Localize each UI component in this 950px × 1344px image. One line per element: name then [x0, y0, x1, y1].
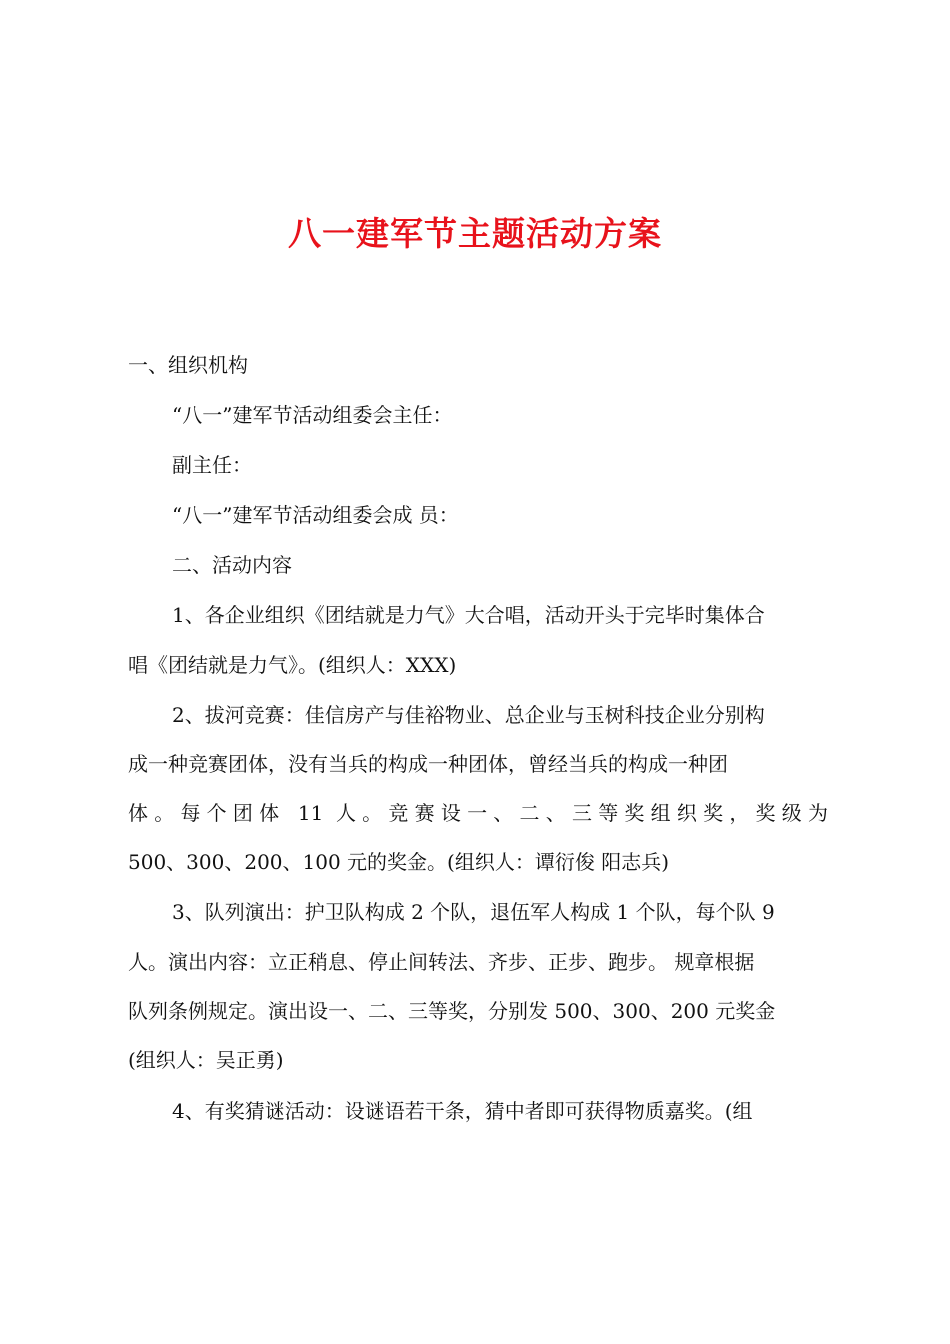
paragraph-committee-director: “八一”建军节活动组委会主任：: [172, 403, 453, 427]
paragraph-item-4-line-1: 4、有奖猜谜活动：设谜语若干条，猜中者即可获得物质嘉奖。(组: [172, 1099, 753, 1123]
paragraph-item-1-line-2: 唱《团结就是力气》。(组织人：XXX): [128, 653, 457, 677]
paragraph-item-3-line-1: 3、队列演出：护卫队构成 2 个队，退伍军人构成 1 个队，每个队 9: [172, 900, 775, 924]
paragraph-item-2-line-4: 500、300、200、100 元的奖金。(组织人：谭衍俊 阳志兵): [128, 850, 670, 874]
paragraph-item-1-line-1: 1、各企业组织《团结就是力气》大合唱，活动开头于完毕时集体合: [172, 603, 765, 627]
section-heading-activities: 二、活动内容: [172, 553, 292, 577]
paragraph-item-3-line-2: 人。演出内容：立正稍息、停止间转法、齐步、正步、跑步。 规章根据: [128, 950, 755, 974]
paragraph-deputy-director: 副主任：: [172, 453, 252, 477]
paragraph-item-2-line-3: 体。每个团体 11 人。竞赛设一、二、三等奖组织奖，奖级为: [128, 801, 828, 825]
paragraph-item-2-line-1: 2、拔河竞赛：佳信房产与佳裕物业、总企业与玉树科技企业分别构: [172, 703, 765, 727]
paragraph-item-3-line-4: (组织人：吴正勇): [128, 1048, 284, 1072]
paragraph-committee-members: “八一”建军节活动组委会成 员：: [172, 503, 459, 527]
paragraph-item-2-line-2: 成一种竞赛团体，没有当兵的构成一种团体，曾经当兵的构成一种团: [128, 752, 728, 776]
section-heading-organization: 一、组织机构: [128, 353, 248, 377]
paragraph-item-3-line-3: 队列条例规定。演出设一、二、三等奖，分别发 500、300、200 元奖金: [128, 999, 776, 1023]
document-title: 八一建军节主题活动方案: [288, 214, 662, 253]
